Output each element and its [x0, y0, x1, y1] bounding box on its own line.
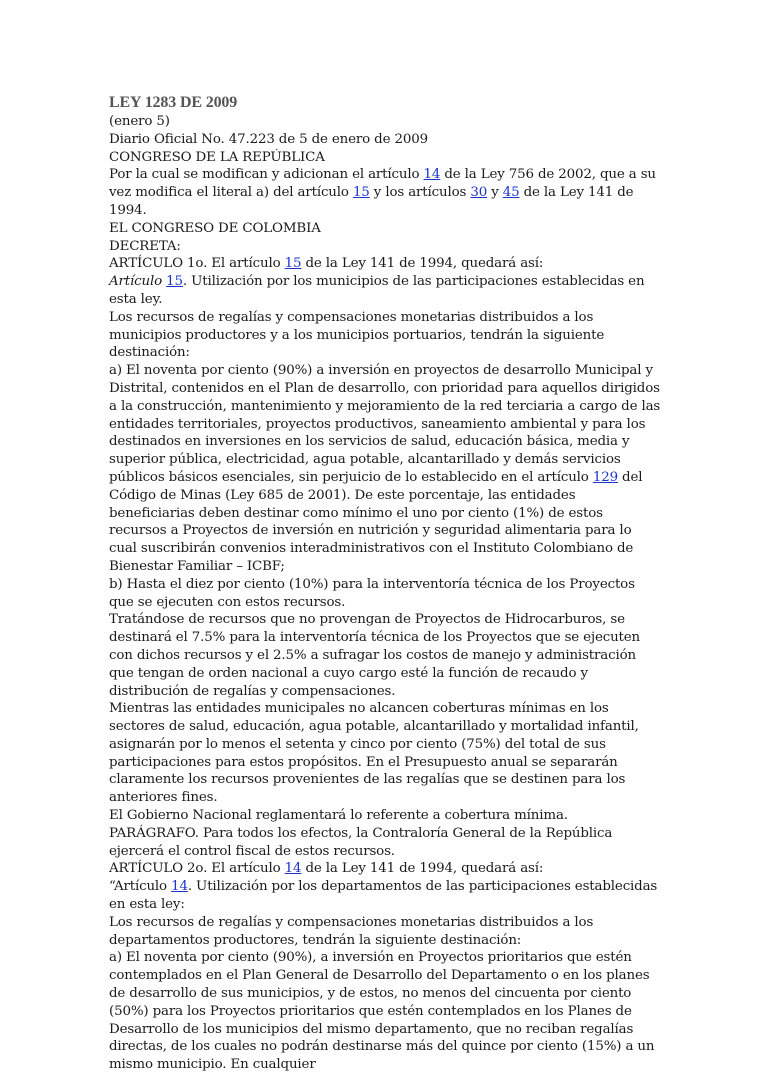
art2-title-text-a: “Artículo	[109, 879, 172, 895]
paragraph-literal-b: b) Hasta el diez por ciento (10%) para la interventoría técnica de los Proyectos que se ejecuten con estos recursos.	[109, 576, 635, 610]
link-articulo-15[interactable]: 15	[352, 185, 370, 201]
preamble-text-a: Por la cual se modifican y adicionan el artículo	[109, 167, 424, 183]
paragraph: Los recursos de regalías y compensaciones monetarias distribuidos a los departamentos productores, tendrán la siguiente destinación:	[109, 914, 594, 948]
link-art2-title-14[interactable]: 14	[171, 879, 188, 895]
issuer-congreso: CONGRESO DE LA REPÚBLICA	[109, 149, 325, 165]
articulo-14-title	[109, 878, 661, 914]
link-articulo-30[interactable]: 30	[470, 185, 488, 201]
art2-title-text-b: . Utilización por los departamentos de las participaciones establecidas en esta ley:	[109, 879, 658, 913]
paragraph: El Gobierno Nacional reglamentará lo referente a cobertura mínima.	[109, 808, 568, 824]
paragrafo: PARÁGRAFO. Para todos los efectos, la Contraloría General de la República ejercerá el control fiscal de estos recursos.	[109, 825, 613, 859]
paragraph-literal-a-dept: a) El noventa por ciento (90%), a inversión en Proyectos prioritarios que estén contemplados en el Plan General de Desarrollo del Departamento o en los planes de desarrollo de sus municipios, y de estos, no menos del cincuenta por ciento (50%) para los Proyectos prioritarios que estén contemplados en los Planes de Desarrollo de los municipios del mismo departamento, que no reciban regalías directas, de los cuales no podrán destinarse más del quince por ciento (15%) a un mismo municipio. En cualquier	[109, 950, 655, 1073]
preamble-text-b: de la Ley 756 de 2002, que a su vez modifica el literal a) del artículo	[109, 167, 656, 201]
p2-text-a: a) El noventa por ciento (90%) a inversión en proyectos de desarrollo Municipal y Distrital, contenidos en el Plan de desarrollo, con prioridad para aquellos dirigidos a la construcción, mantenimiento y mejoramiento de la red terciaria a cargo de las entidades territoriales, proyectos productivos, saneamiento ambiental y para los destinados en inversiones en los servicios de salud, educación básica, media y superior pública, electricidad, agua potable, alcantarillado y demás servicios públicos básicos esenciales, sin perjuicio de lo establecido en el artículo	[109, 363, 661, 485]
preamble-text-e: de la Ley 141 de 1994.	[109, 185, 634, 218]
paragraph: Tratándose de recursos que no provengan de Proyectos de Hidrocarburos, se destinará el 7.5% para la interventoría técnica de los Proyectos que se ejecuten con dichos recursos y el 2.5% a sufragar los costos de manejo y administración que tengan de orden nacional a cuyo cargo esté la función de recaudo y distribución de regalías y compensaciones.	[109, 612, 641, 699]
art1-title-text: . Utilización por los municipios de las participaciones establecidas en esta ley.	[109, 274, 645, 307]
art1-text-a: ARTÍCULO 1o. El artículo	[109, 256, 285, 272]
link-art1-title-15[interactable]: 15	[166, 274, 183, 290]
preamble-text-c: y los artículos	[369, 185, 471, 201]
preamble	[109, 166, 661, 219]
link-art2-14[interactable]: 14	[284, 861, 302, 877]
decreta-heading: DECRETA:	[109, 238, 181, 254]
paragraph: Los recursos de regalías y compensaciones monetarias distribuidos a los municipios productores y a los municipios portuarios, tendrán la siguiente destinación:	[109, 309, 605, 361]
articulo-2-heading	[109, 860, 661, 878]
paragraph: Mientras las entidades municipales no alcancen coberturas mínimas en los sectores de salud, educación, agua potable, alcantarillado y mortalidad infantil, asignarán por lo menos el setenta y cinco por ciento (75%) del total de sus participaciones para estos propósitos. En el Presupuesto anual se separarán claramente los recursos provenientes de las regalías que se destinen para los anteriores fines.	[109, 701, 639, 806]
link-art1-15[interactable]: 15	[284, 256, 302, 272]
diario-oficial: Diario Oficial No. 47.223 de 5 de enero de 2009	[109, 131, 428, 147]
law-title: LEY 1283 DE 2009	[109, 94, 238, 111]
preamble-text-d: y	[487, 185, 503, 201]
link-articulo-129[interactable]: 129	[592, 469, 618, 485]
p2-text-b: del Código de Minas (Ley 685 de 2001). De este porcentaje, las entidades beneficiarias deben destinar como mínimo el uno por ciento (1%) de estos recursos a Proyectos de inversión en nutrición y seguridad alimentaria para lo cual suscribirán convenios interadministrativos con el Instituto Colombiano de Bienestar Familiar – ICBF;	[109, 469, 643, 574]
link-articulo-45[interactable]: 45	[502, 185, 520, 201]
art2-text-a: ARTÍCULO 2o. El artículo	[109, 861, 285, 877]
art1-text-b: de la Ley 141 de 1994, quedará así:	[301, 256, 544, 272]
law-date: (enero 5)	[109, 114, 170, 129]
link-articulo-14[interactable]: 14	[423, 167, 441, 183]
art1-title-italic: Artículo	[109, 274, 163, 290]
document-body	[109, 93, 661, 1074]
articulo-15-title	[109, 273, 661, 309]
paragraph-literal-a	[109, 362, 661, 576]
congreso-colombia: EL CONGRESO DE COLOMBIA	[109, 220, 321, 236]
art2-text-b: de la Ley 141 de 1994, quedará así:	[301, 861, 544, 877]
articulo-1-heading	[109, 255, 661, 273]
